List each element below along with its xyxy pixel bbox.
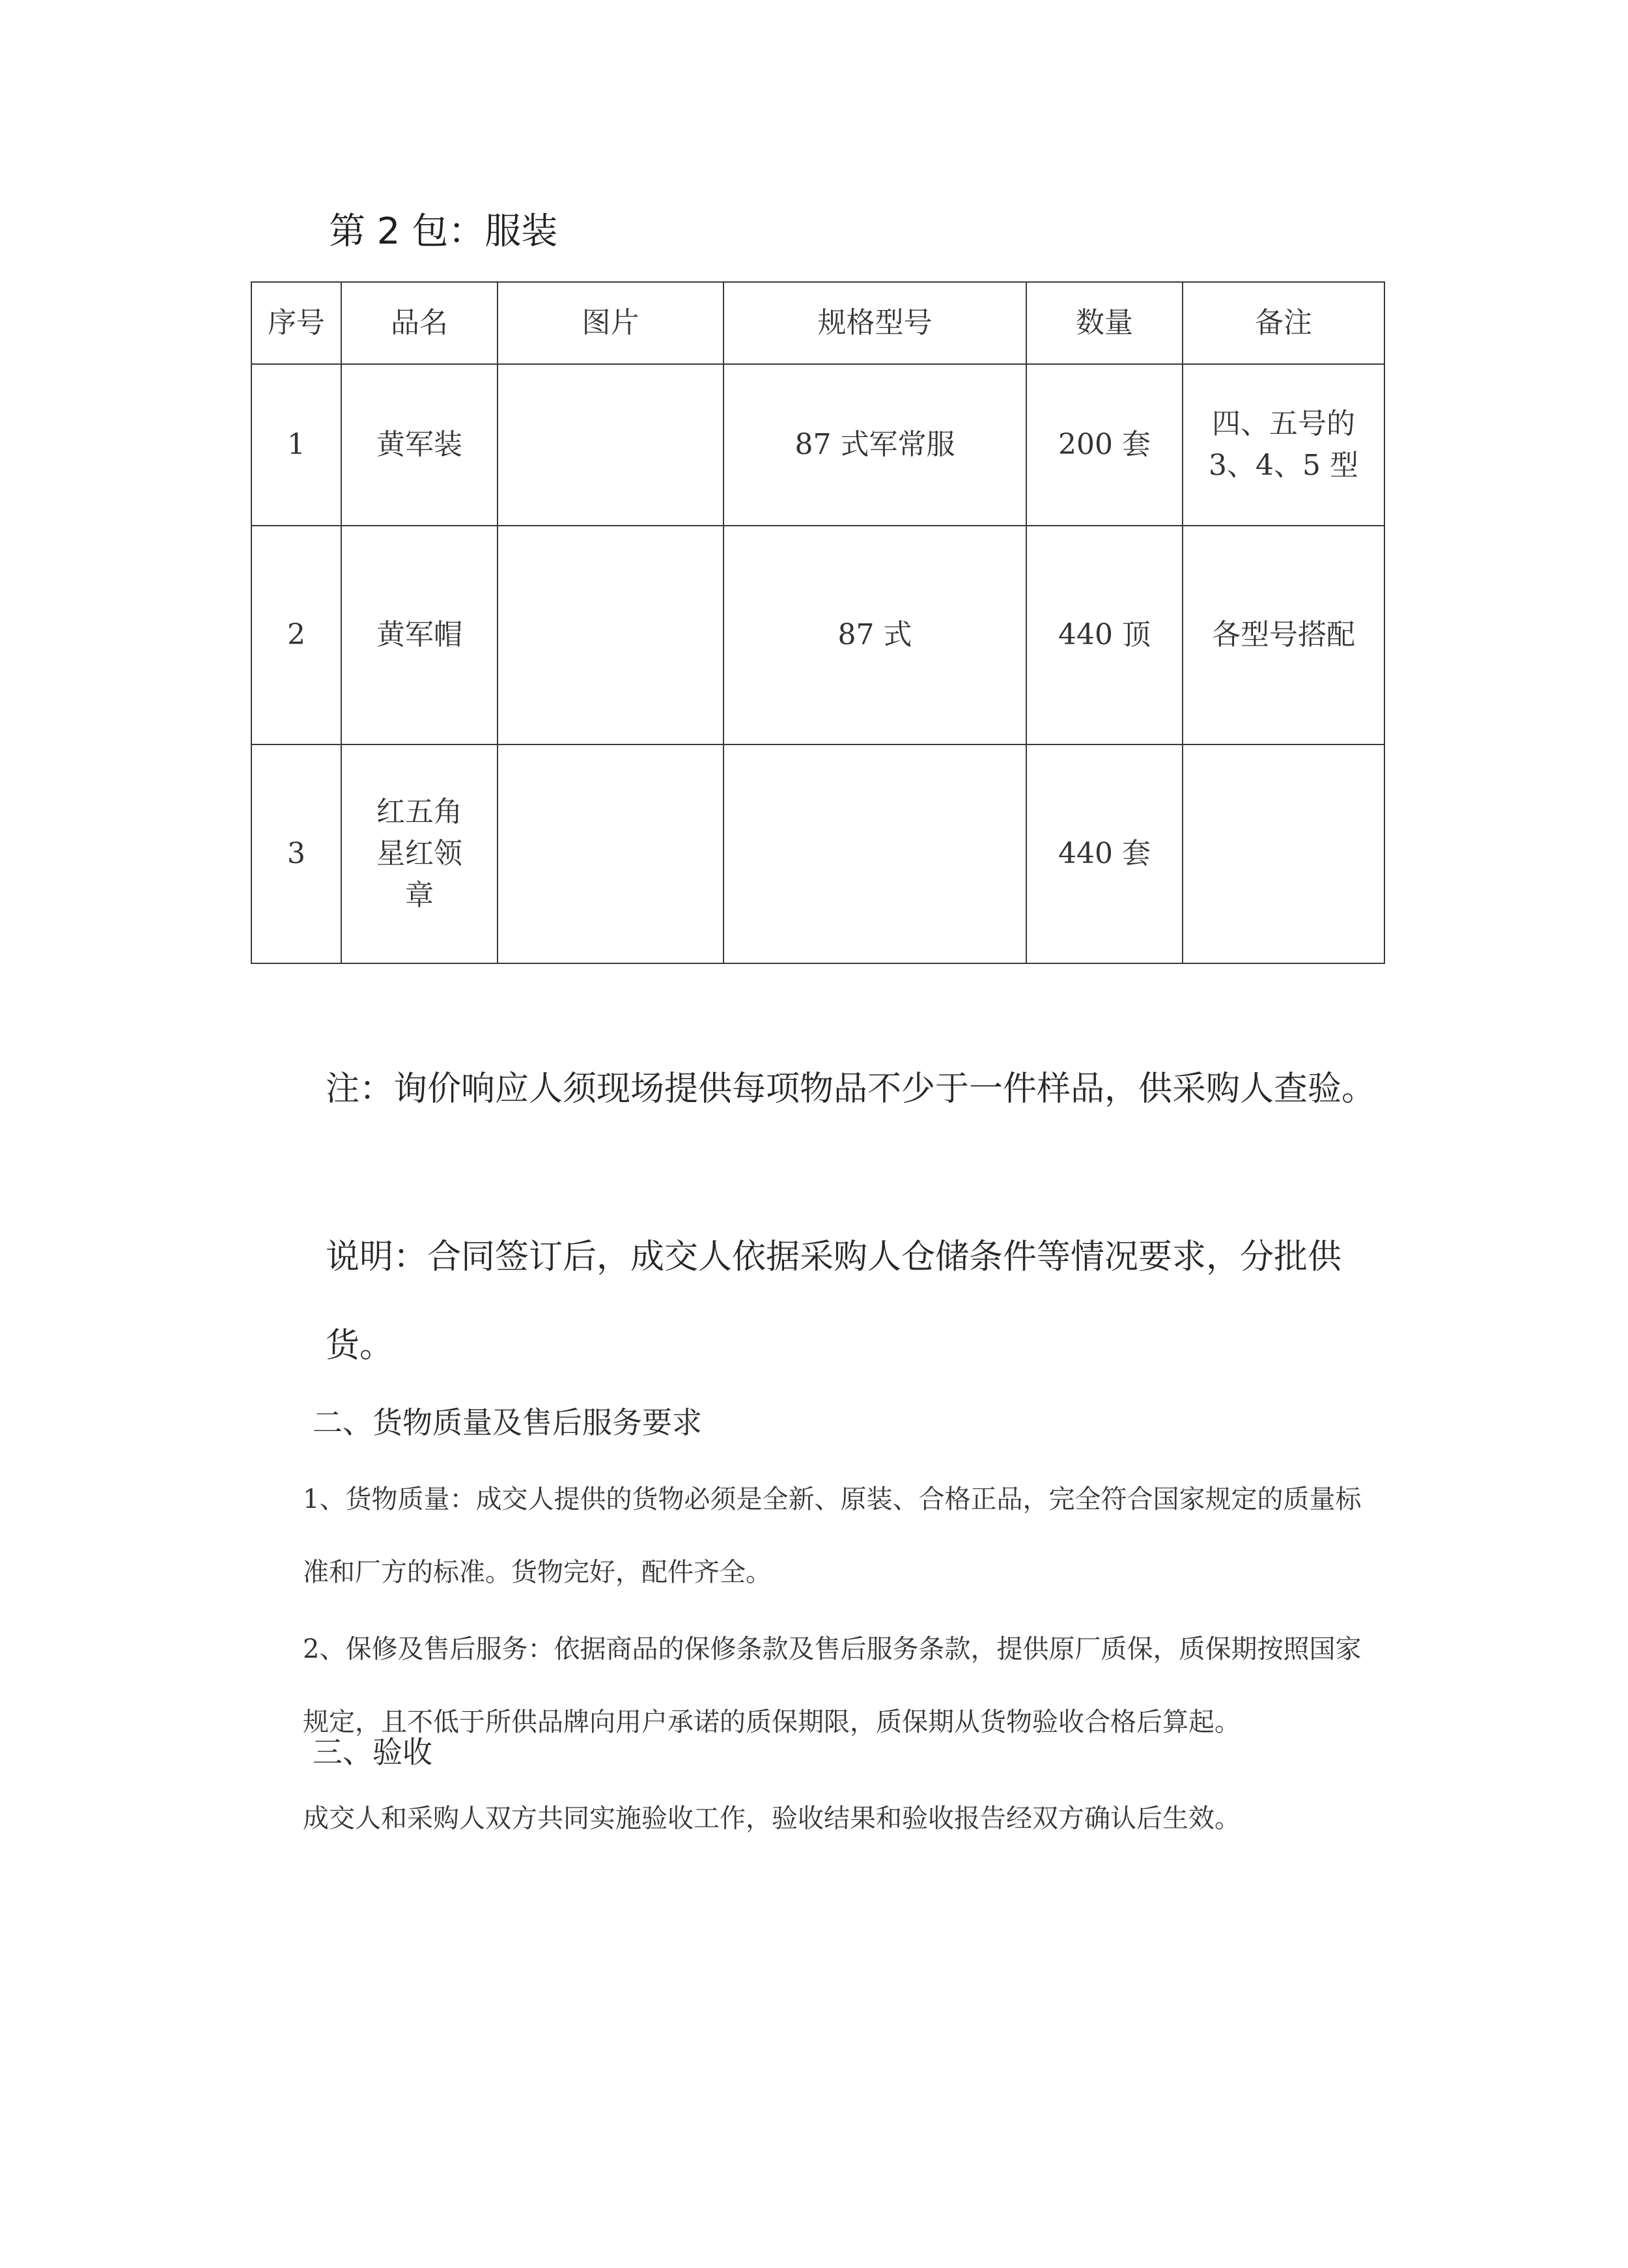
cell-spec: 87 式军常服	[723, 364, 1026, 526]
cell-image	[498, 744, 723, 963]
cell-image	[498, 526, 723, 744]
clothing-table	[251, 281, 1385, 964]
delivery-explanation-text: 说明：合同签订后，成交人依据采购人仓储条件等情况要求，分批供货。	[326, 1238, 1342, 1365]
cell-name: 黄军帽	[341, 526, 498, 744]
header-image: 图片	[498, 282, 723, 364]
cell-image	[498, 364, 723, 526]
section-acceptance-title: 三、验收	[313, 1735, 432, 1770]
header-remark: 备注	[1183, 282, 1384, 364]
header-spec: 规格型号	[723, 282, 1026, 364]
package-title: 第 2 包：服装	[329, 210, 558, 253]
cell-index: 3	[251, 744, 341, 963]
sample-note	[251, 1045, 1384, 1133]
cell-index: 2	[251, 526, 341, 744]
warranty-item-text: 2、保修及售后服务：依据商品的保修条款及售后服务条款，提供原厂质保，质保期按照国家规定，且不低于所供品牌向用户承诺的质保期限，质保期从货物验收合格后算起。	[303, 1634, 1362, 1737]
acceptance-text: 成交人和采购人双方共同实施验收工作，验收结果和验收报告经双方确认后生效。	[303, 1804, 1241, 1834]
sample-note-text: 注：询价响应人须现场提供每项物品不少于一件样品，供采购人查验。	[326, 1070, 1376, 1109]
quality-item-text: 1、货物质量：成交人提供的货物必须是全新、原装、合格正品，完全符合国家规定的质量标准和厂方的标准。货物完好，配件齐全。	[303, 1484, 1362, 1587]
quality-item	[251, 1463, 1384, 1609]
cell-quantity: 200 套	[1026, 364, 1183, 526]
cell-name: 黄军装	[341, 364, 498, 526]
cell-quantity: 440 顶	[1026, 526, 1183, 744]
cell-name: 红五角星红领章	[341, 744, 498, 963]
header-index: 序号	[251, 282, 341, 364]
section-quality-title: 二、货物质量及售后服务要求	[313, 1405, 702, 1440]
cell-index: 1	[251, 364, 341, 526]
delivery-explanation	[251, 1213, 1384, 1390]
table-row	[251, 364, 1384, 526]
cell-remark: 四、五号的 3、4、5 型	[1183, 364, 1384, 526]
header-quantity: 数量	[1026, 282, 1183, 364]
cell-spec	[723, 744, 1026, 963]
table-row	[251, 744, 1384, 963]
cell-remark: 各型号搭配	[1183, 526, 1384, 744]
table-header-row	[251, 282, 1384, 364]
cell-spec: 87 式	[723, 526, 1026, 744]
cell-remark	[1183, 744, 1384, 963]
cell-quantity: 440 套	[1026, 744, 1183, 963]
header-name: 品名	[341, 282, 498, 364]
table-row	[251, 526, 1384, 744]
